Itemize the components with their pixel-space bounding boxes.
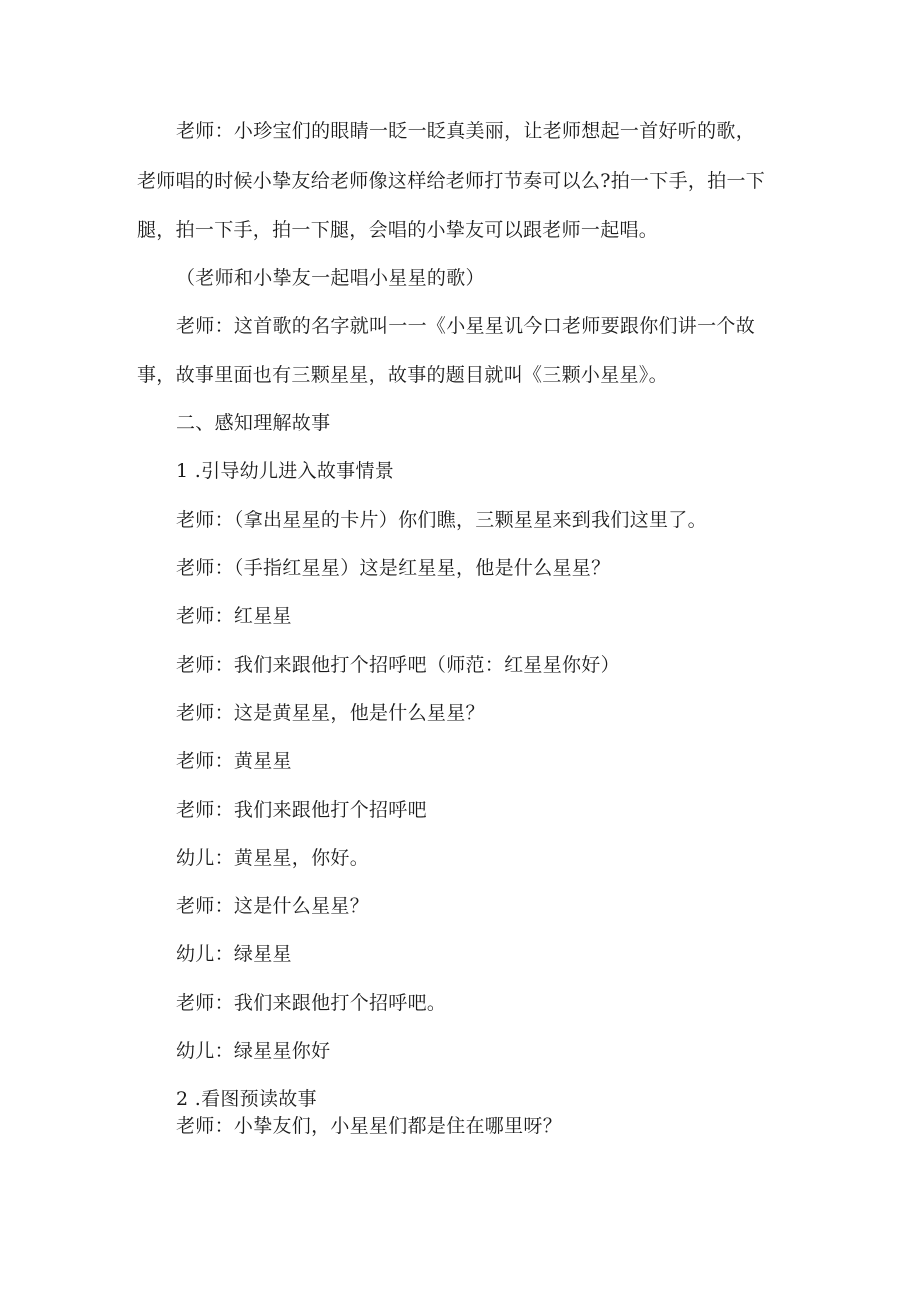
text-line: 老师：这是什么星星？ (176, 895, 370, 917)
text-line: （老师和小挚友一起唱小星星的歌） (176, 267, 485, 289)
text-line: 老师：这首歌的名字就叫一一《小星星讥今口老师要跟你们讲一个故 (176, 315, 756, 337)
text-line: 腿，拍一下手，拍一下腿，会唱的小挚友可以跟老师一起唱。 (137, 219, 659, 241)
text-line: 老师：（手指红星星）这是红星星，他是什么星星？ (176, 557, 611, 579)
text-line: 事，故事里面也有三颗星星，故事的题目就叫《三颗小星星》。 (137, 364, 668, 386)
text-line: 幼儿：黄星星，你好。 (176, 847, 370, 869)
text-line: 老师：红星星 (176, 605, 292, 627)
subsection-heading: 2 .看图预读故事 (176, 1088, 317, 1110)
text-line: 老师：这是黄星星，他是什么星星？ (176, 702, 485, 724)
text-line: 老师：小挚友们，小星星们都是住在哪里呀？ (176, 1115, 563, 1137)
text-line: 老师唱的时候小挚友给老师像这样给老师打节奏可以么?拍一下手，拍一下 (137, 170, 766, 192)
section-heading: 二、感知理解故事 (176, 412, 331, 434)
text-line: 老师：我们来跟他打个招呼吧。 (176, 992, 447, 1014)
text-line: 幼儿：绿星星你好 (176, 1040, 331, 1062)
text-line: 老师：我们来跟他打个招呼吧 (176, 799, 427, 821)
text-line: 老师：小珍宝们的眼睛一眨一眨真美丽，让老师想起一首好听的歌， (176, 120, 756, 142)
text-line: 幼儿：绿星星 (176, 943, 292, 965)
text-line: 老师：黄星星 (176, 750, 292, 772)
subsection-heading: 1 .引导幼儿进入故事情景 (176, 460, 395, 482)
text-line: 老师：（拿出星星的卡片）你们瞧，三颗星星来到我们这里了。 (176, 509, 707, 531)
text-line: 老师：我们来跟他打个招呼吧（师范：红星星你好） (176, 654, 620, 676)
